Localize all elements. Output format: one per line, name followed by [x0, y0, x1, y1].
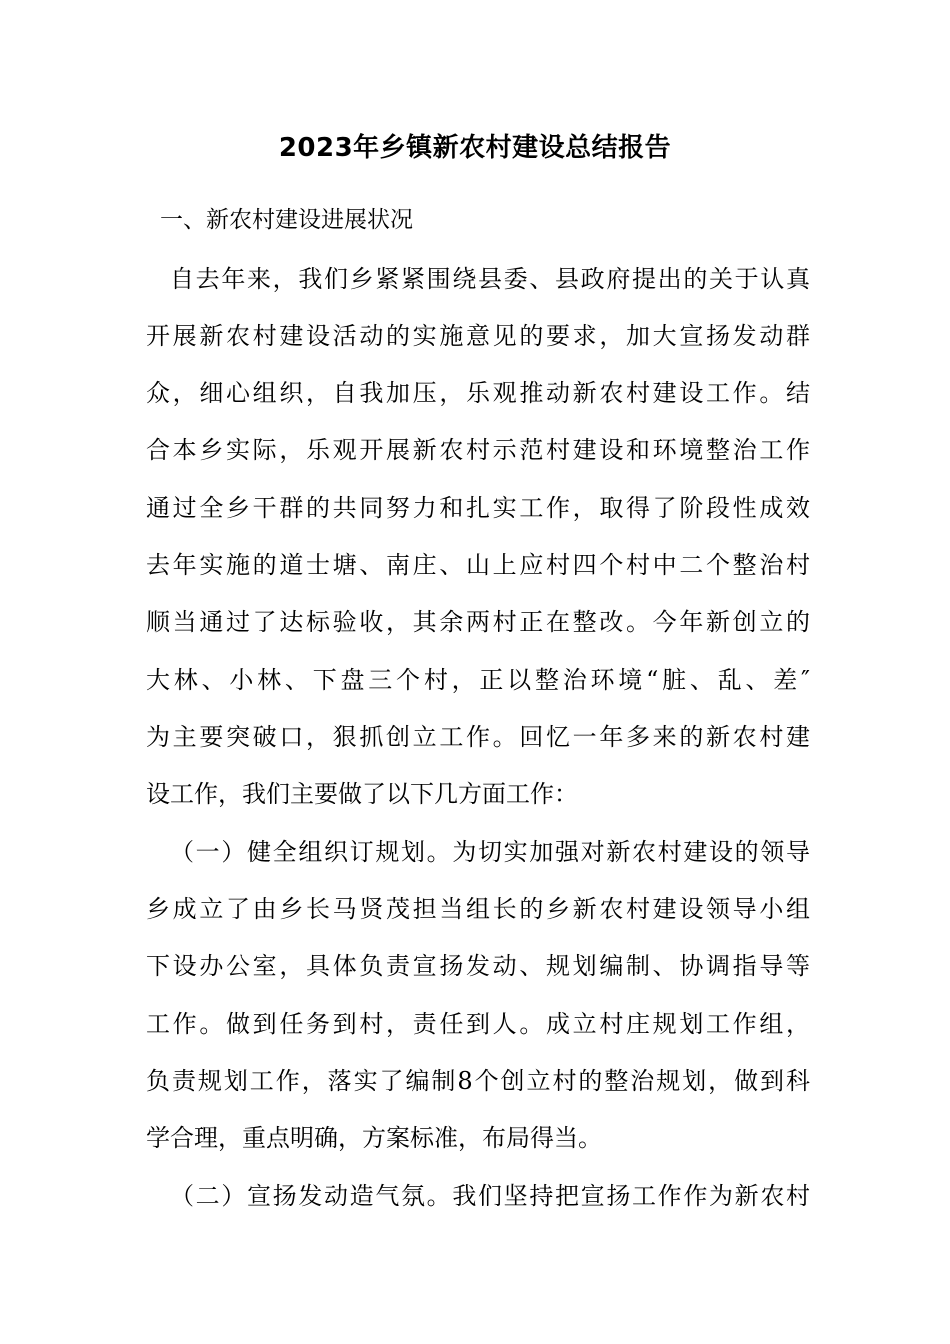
paragraph-line: 负责规划工作，落实了编制8个创立村的整治规划，做到科 — [146, 1067, 810, 1095]
paragraph-line: 自去年来，我们乡紧紧围绕县委、县政府提出的关于认真 — [170, 265, 810, 293]
paragraph-line: （一）健全组织订规划。为切实加强对新农村建设的领导 — [170, 838, 810, 866]
paragraph-line: 顺当通过了达标验收，其余两村正在整改。今年新创立的 — [146, 608, 810, 636]
section-heading: 一、新农村建设进展状况 — [160, 207, 413, 233]
paragraph-line: 开展新农村建设活动的实施意见的要求，加大宣扬发动群 — [146, 322, 810, 350]
document-title: 2023年乡镇新农村建设总结报告 — [278, 133, 672, 163]
paragraph-line: 众，细心组织，自我加压，乐观推动新农村建设工作。结 — [146, 379, 810, 407]
paragraph-line: （二）宣扬发动造气氛。我们坚持把宣扬工作作为新农村 — [170, 1182, 810, 1210]
paragraph-line: 学合理，重点明确，方案标准，布局得当。 — [146, 1124, 602, 1152]
paragraph-line: 合本乡实际，乐观开展新农村示范村建设和环境整治工作 — [146, 436, 810, 464]
paragraph-line: 大林、小林、下盘三个村，正以整治环境“脏、乱、差″ — [146, 666, 810, 694]
paragraph-line: 工作。做到任务到村，责任到人。成立村庄规划工作组， — [146, 1010, 810, 1038]
paragraph-line: 下设办公室，具体负责宣扬发动、规划编制、协调指导等 — [146, 952, 810, 980]
paragraph-line: 通过全乡干群的共同努力和扎实工作，取得了阶段性成效 — [146, 494, 810, 522]
paragraph-line: 设工作，我们主要做了以下几方面工作： — [146, 780, 578, 808]
paragraph-line: 乡成立了由乡长马贤茂担当组长的乡新农村建设领导小组 — [146, 895, 810, 923]
paragraph-line: 为主要突破口，狠抓创立工作。回忆一年多来的新农村建 — [146, 723, 810, 751]
paragraph-line: 去年实施的道士塘、南庄、山上应村四个村中二个整治村 — [146, 551, 810, 579]
